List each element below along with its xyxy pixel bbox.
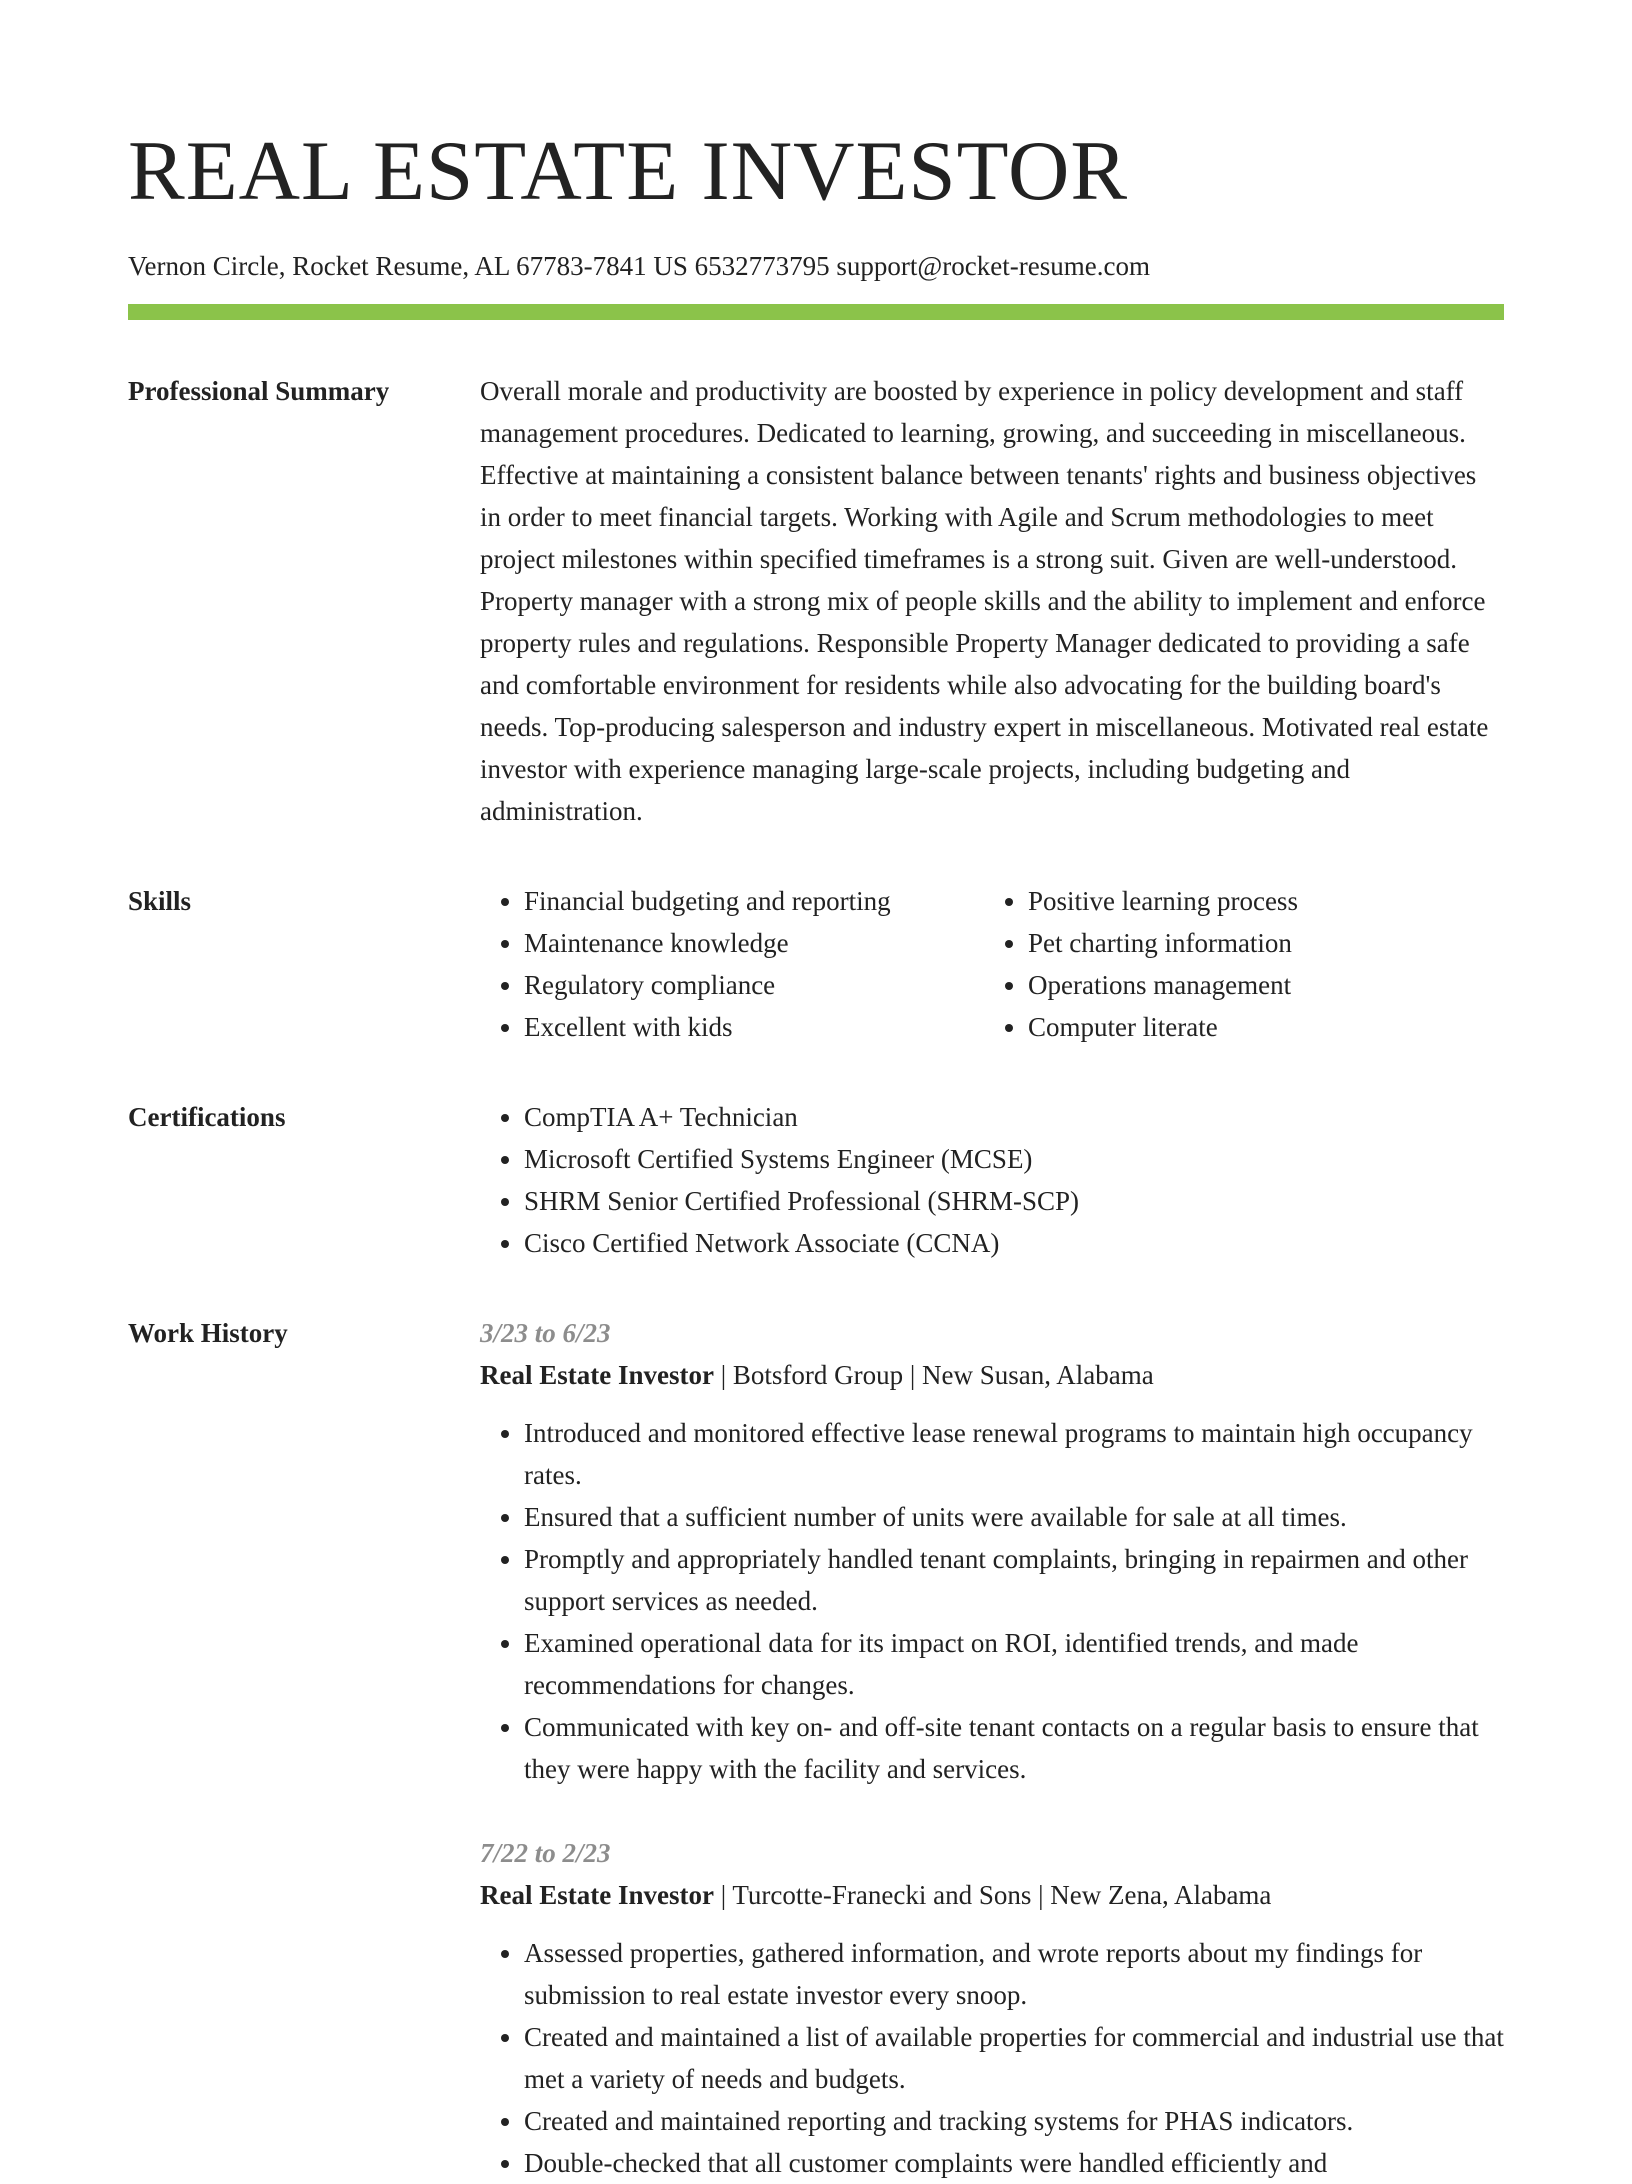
- job-dates: 7/22 to 2/23: [480, 1838, 611, 1868]
- job-dates: 3/23 to 6/23: [480, 1318, 611, 1348]
- certifications-heading: Certifications: [128, 1102, 286, 1132]
- summary-section: [128, 370, 1504, 832]
- certifications-body: [480, 1096, 1504, 1264]
- summary-text: Overall morale and productivity are boosted by experience in policy development and staff management procedures. Dedicated to learning, growing, and succeeding in miscellaneous. Effective at maintaining a consistent balance between tenants' rights and business objectives in order to meet financial targets. Working with Agile and Scrum methodologies to meet project milestones within specified timeframes is a strong suit. Given are well-understood. Property manager with a strong mix of people skills and the ability to implement and enforce property rules and regulations. Responsible Property Manager dedicated to providing a safe and comfortable environment for residents while also advocating for the building board's needs. Top-producing salesperson and industry expert in miscellaneous. Motivated real estate investor with experience managing large-scale projects, including budgeting and administration.: [480, 376, 1489, 826]
- candidate-name: REAL ESTATE INVESTOR: [128, 124, 1129, 218]
- job-bullet: • Communicated with key on- and off-site tenant contacts on a regular basis to ensure that they were happy with the facility and services.: [524, 1706, 1504, 1790]
- job-bullet: • Created and maintained reporting and tracking systems for PHAS indicators.: [524, 2100, 1504, 2142]
- skill-item: • Regulatory compliance: [524, 964, 984, 1006]
- resume-page: [128, 0, 1504, 2184]
- job-bullets: [480, 1412, 1504, 1790]
- skill-item: • Excellent with kids: [524, 1006, 984, 1048]
- contact-info: Vernon Circle, Rocket Resume, AL 67783-7841 US 6532773795 support@rocket-resume.com: [128, 251, 1150, 281]
- job-bullet: • Introduced and monitored effective lease renewal programs to maintain high occupancy rates.: [524, 1412, 1504, 1496]
- skill-item: • Financial budgeting and reporting: [524, 880, 984, 922]
- certification-item: • SHRM Senior Certified Professional (SHRM-SCP): [524, 1180, 1504, 1222]
- skills-heading: Skills: [128, 886, 192, 916]
- work-history-section: [128, 1312, 1504, 2184]
- certification-item: • Microsoft Certified Systems Engineer (MCSE): [524, 1138, 1504, 1180]
- job-title: Real Estate Investor: [480, 1360, 714, 1390]
- job-bullet: • Ensured that a sufficient number of units were available for sale at all times.: [524, 1496, 1504, 1538]
- work-history-heading: Work History: [128, 1318, 288, 1348]
- certifications-list: [480, 1096, 1504, 1264]
- job-details: | Botsford Group | New Susan, Alabama: [713, 1360, 1154, 1390]
- job-bullets: [480, 1932, 1504, 2184]
- skills-body: [480, 880, 1504, 1048]
- skill-item: • Pet charting information: [1028, 922, 1504, 964]
- job-bullet: • Promptly and appropriately handled tenant complaints, bringing in repairmen and other support services as needed.: [524, 1538, 1504, 1622]
- skills-list-right: [984, 880, 1504, 1048]
- job-title: Real Estate Investor: [480, 1880, 714, 1910]
- job-bullet: • Examined operational data for its impact on ROI, identified trends, and made recommendations for changes.: [524, 1622, 1504, 1706]
- job-entry: [480, 1832, 1504, 2184]
- summary-heading: Professional Summary: [128, 376, 390, 406]
- header-accent-rule: [128, 304, 1504, 320]
- job-header: [480, 1354, 1504, 1396]
- work-history-body: [480, 1312, 1504, 2184]
- skills-section: [128, 880, 1504, 1048]
- skill-item: • Positive learning process: [1028, 880, 1504, 922]
- skill-item: • Maintenance knowledge: [524, 922, 984, 964]
- certifications-section: [128, 1096, 1504, 1264]
- certification-item: • Cisco Certified Network Associate (CCNA): [524, 1222, 1504, 1264]
- job-details: | Turcotte-Franecki and Sons | New Zena, Alabama: [713, 1880, 1272, 1910]
- certification-item: • CompTIA A+ Technician: [524, 1096, 1504, 1138]
- job-header: [480, 1874, 1504, 1916]
- job-entry: [480, 1312, 1504, 1790]
- job-bullet: • Double-checked that all customer complaints were handled efficiently and: [524, 2142, 1504, 2184]
- summary-body: [480, 370, 1504, 832]
- skills-list-left: [480, 880, 984, 1048]
- skill-item: • Operations management: [1028, 964, 1504, 1006]
- job-bullet: • Created and maintained a list of available properties for commercial and industrial use that met a variety of needs and budgets.: [524, 2016, 1504, 2100]
- job-bullet: • Assessed properties, gathered information, and wrote reports about my findings for submission to real estate investor every snoop.: [524, 1932, 1504, 2016]
- skill-item: • Computer literate: [1028, 1006, 1504, 1048]
